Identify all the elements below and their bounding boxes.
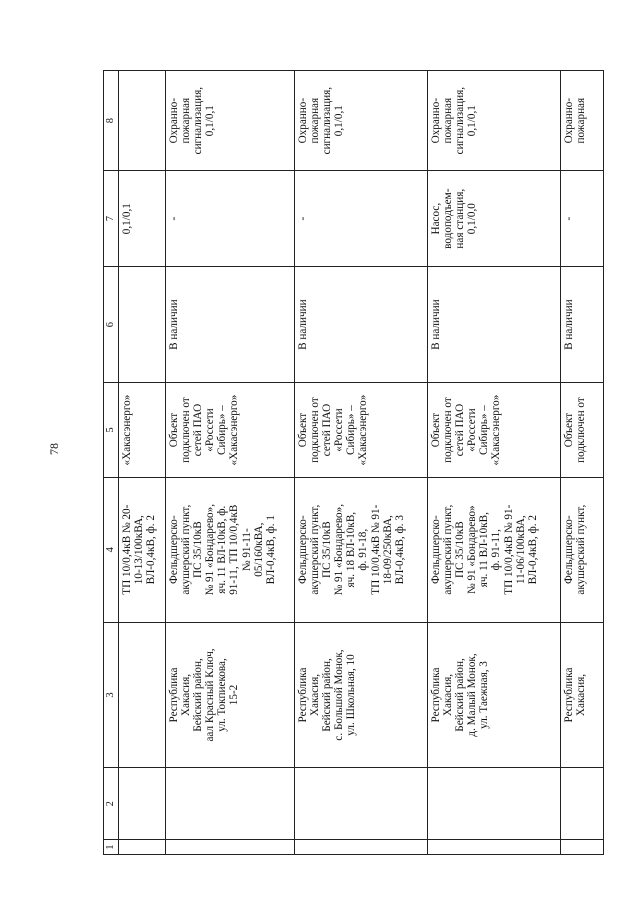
column-header: 2: [104, 768, 119, 840]
table-row: [119, 71, 166, 855]
table-cell: [166, 840, 295, 855]
column-header: 1: [104, 840, 119, 855]
rotated-table-wrapper: [103, 70, 588, 855]
column-header: 3: [104, 622, 119, 768]
column-header: 4: [104, 477, 119, 622]
table-row: [295, 71, 428, 855]
table-cell: 0,1/0,1: [119, 171, 166, 267]
column-header: 5: [104, 383, 119, 478]
table-cell: [295, 768, 428, 840]
table-cell: Объект подключен от сетей ПАО «Россети Сибирь» – «Хакасэнерго»: [428, 383, 561, 478]
table-cell: Республика Хакасия, Бейский район, д. Малый Монок, ул. Таежная, 3: [428, 622, 561, 768]
table-cell: В наличии: [428, 267, 561, 383]
table-cell: ТП 10/0,4кВ № 20- 10-13/100кВА, ВЛ-0,4кВ, ф. 2: [119, 477, 166, 622]
infrastructure-table: [103, 70, 604, 855]
table-cell: Охранно- пожарная сигнализация, 0,1/0,1: [166, 71, 295, 171]
table-cell: [295, 840, 428, 855]
table-cell: [428, 768, 561, 840]
table-cell: Охранно- пожарная сигнализация, 0,1/0,1: [428, 71, 561, 171]
column-header: 8: [104, 71, 119, 171]
table-cell: В наличии: [166, 267, 295, 383]
table-row: [561, 71, 604, 855]
table-cell: -: [166, 171, 295, 267]
table-cell: Объект подключен от: [561, 383, 604, 478]
table-cell: [119, 622, 166, 768]
column-header: 7: [104, 171, 119, 267]
column-header: 6: [104, 267, 119, 383]
table-cell: Фельдшерско- акушерский пункт, ПС 35/10кВ № 91 «Бондарево» яч. 11 ВЛ-10кВ, ф. 91-11, ТП 10/0,4кВ № 91- 11-06/100кВА, ВЛ-0,4кВ, ф. 2: [428, 477, 561, 622]
table-cell: [119, 267, 166, 383]
table-row: [428, 71, 561, 855]
table-cell: [119, 71, 166, 171]
table-cell: [119, 768, 166, 840]
page-number: 78: [47, 443, 61, 455]
table-cell: -: [295, 171, 428, 267]
table-cell: Республика Хакасия, Бейский район, с. Большой Монок, ул. Школьная, 10: [295, 622, 428, 768]
table-cell: Объект подключен от сетей ПАО «Россети Сибирь» – «Хакасэнерго»: [166, 383, 295, 478]
table-cell: Фельдшерско- акушерский пункт, ПС 35/10кВ № 91 «Бондарево», яч. 11 ВЛ-10кВ, ф. 91-11, ТП 10/0,4кВ № 91-11- 05/160кВА, ВЛ-0,4кВ, ф. 1: [166, 477, 295, 622]
table-cell: Фельдшерско- акушерский пункт,: [561, 477, 604, 622]
table-cell: В наличии: [561, 267, 604, 383]
table-cell: Объект подключен от сетей ПАО «Россети Сибирь» – «Хакасэнерго»: [295, 383, 428, 478]
table-cell: Охранно- пожарная: [561, 71, 604, 171]
table-cell: Фельдшерско- акушерский пункт, ПС 35/10кВ № 91 «Бондарево», яч. 18 ВЛ-10кВ, ф. 91-18, ТП 10/0,4кВ № 91- 18-09/250кВА, ВЛ-0,4кВ, ф. 3: [295, 477, 428, 622]
table-cell: В наличии: [295, 267, 428, 383]
table-cell: Республика Хакасия,: [561, 622, 604, 768]
table-cell: -: [561, 171, 604, 267]
table-cell: Республика Хакасия, Бейский район, аал Красный Ключ, ул. Токпиекова, 15-2: [166, 622, 295, 768]
table-row: [166, 71, 295, 855]
table-cell: Охранно- пожарная сигнализация, 0,1/0,1: [295, 71, 428, 171]
table-cell: [561, 768, 604, 840]
table-cell: [428, 840, 561, 855]
table-cell: [166, 768, 295, 840]
table-cell: [119, 840, 166, 855]
table-cell: «Хакасэнерго»: [119, 383, 166, 478]
table-cell: [561, 840, 604, 855]
table-cell: Насос, водоподъем- ная станция, 0,1/0,0: [428, 171, 561, 267]
header-row: [104, 71, 119, 855]
